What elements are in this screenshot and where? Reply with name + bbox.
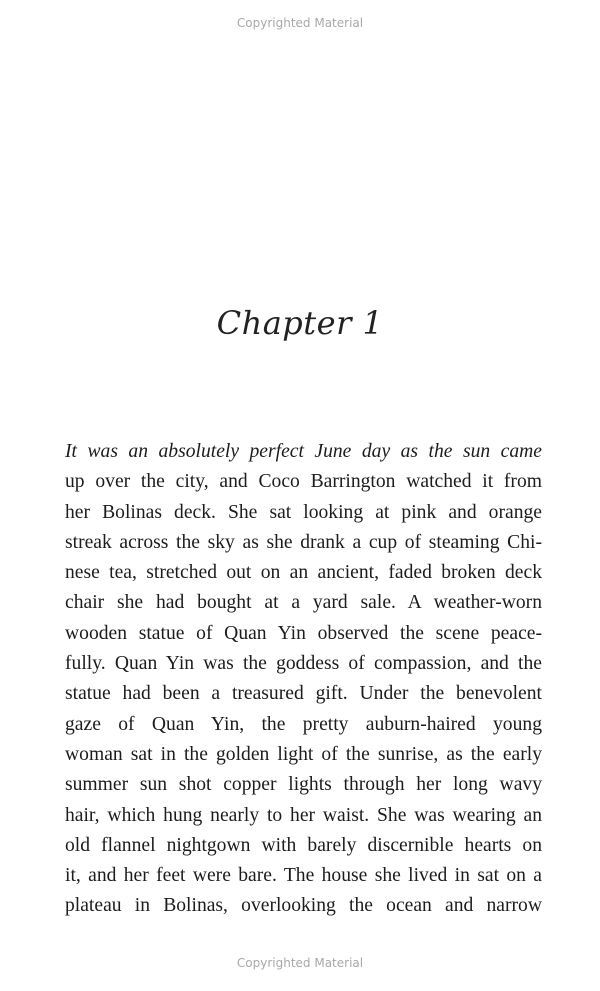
body-line-12: summer sun shot copper lights through her long wavy: [65, 774, 542, 796]
copyright-watermark-top: Copyrighted Material: [236, 16, 364, 30]
body-line-6: chair she had bought at a yard sale. A weather-worn: [65, 592, 542, 614]
body-line-9: statue had been a treasured gift. Under the benevolent: [65, 683, 542, 705]
body-line-15: it, and her feet were bare. The house she lived in sat on a: [65, 865, 542, 887]
chapter-body-text: [65, 437, 542, 922]
body-line-14: old flannel nightgown with barely discernible hearts on: [65, 834, 542, 856]
body-line-7: wooden statue of Quan Yin observed the scene peace-: [65, 622, 542, 644]
body-line-16: plateau in Bolinas, overlooking the ocean and narrow: [65, 895, 542, 917]
body-line-13: hair, which hung nearly to her waist. She was wearing an: [65, 804, 542, 826]
body-line-2: up over the city, and Coco Barrington watched it from: [65, 471, 542, 493]
body-line-4: streak across the sky as she drank a cup of steaming Chi-: [65, 531, 542, 553]
body-line-1: It was an absolutely perfect June day as the sun came: [65, 441, 542, 462]
body-line-10: gaze of Quan Yin, the pretty auburn-haired young: [65, 713, 542, 735]
body-line-8: fully. Quan Yin was the goddess of compassion, and the: [65, 653, 542, 675]
body-line-5: nese tea, stretched out on an ancient, faded broken deck: [65, 562, 542, 584]
body-line-3: her Bolinas deck. She sat looking at pink and orange: [65, 501, 542, 523]
chapter-title: Chapter 1: [216, 304, 384, 342]
copyright-watermark-bottom: Copyrighted Material: [236, 956, 364, 970]
body-line-11: woman sat in the golden light of the sunrise, as the early: [65, 743, 542, 765]
